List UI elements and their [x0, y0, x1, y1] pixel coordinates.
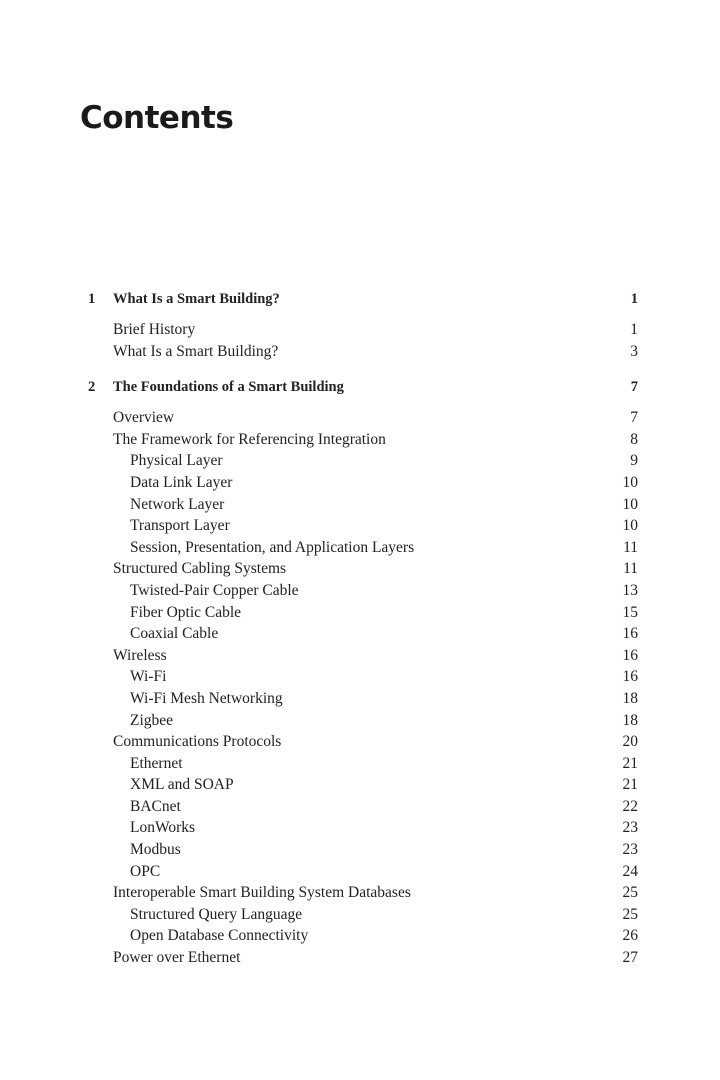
toc-entry-title: What Is a Smart Building?: [113, 342, 279, 360]
toc-entry: [88, 688, 638, 710]
toc-entry-page-number: 18: [622, 689, 638, 707]
chapter-entries: [88, 319, 638, 362]
toc-entry: [88, 882, 638, 904]
toc-entry: [88, 710, 638, 732]
toc-entry: [88, 731, 638, 753]
toc-entry-page-number: 1: [630, 321, 638, 338]
toc-entry-title: Twisted-Pair Copper Cable: [130, 581, 299, 599]
toc-entry-title: Interoperable Smart Building System Databases: [113, 884, 411, 902]
toc-entry-page-number: 16: [622, 625, 638, 643]
toc-entry-title: Open Database Connectivity: [130, 927, 309, 945]
toc-entry-page-number: 16: [622, 668, 638, 686]
toc-entry-page-number: 25: [622, 884, 638, 902]
chapter-2: [88, 376, 638, 968]
toc-entry: [88, 774, 638, 796]
toc-entry: [88, 472, 638, 494]
chapter-number: 1: [88, 291, 96, 307]
toc-entry-page-number: 7: [630, 409, 638, 427]
toc-entry-title: Coaxial Cable: [130, 625, 219, 643]
toc-entry-title: Wi-Fi: [130, 668, 167, 686]
toc-entry-title: Ethernet: [130, 754, 183, 772]
toc-entry-title: Power over Ethernet: [113, 949, 241, 967]
chapter-entries: [88, 407, 638, 968]
toc-entry-page-number: 23: [622, 841, 638, 859]
toc-entry-page-number: 22: [622, 797, 638, 815]
toc-entry: [88, 753, 638, 775]
toc-entry: [88, 602, 638, 624]
toc-entry: [88, 558, 638, 580]
toc-entry-title: OPC: [130, 862, 161, 880]
toc-entry: [88, 904, 638, 926]
toc-entry-page-number: 11: [623, 560, 638, 578]
toc-entry: [88, 319, 638, 341]
toc-entry-title: Data Link Layer: [130, 473, 233, 491]
toc-entry: [88, 645, 638, 667]
toc-entry-title: Structured Cabling Systems: [113, 560, 287, 578]
toc-entry-title: Wireless: [113, 646, 167, 664]
toc-entry: [88, 796, 638, 818]
toc-entry-page-number: 25: [622, 905, 638, 923]
toc-entry-page-number: 11: [623, 538, 638, 556]
toc-entry: [88, 947, 638, 969]
toc-entry: [88, 450, 638, 472]
toc-entry-title: Session, Presentation, and Application Layers: [130, 538, 415, 556]
page-title: Contents: [80, 100, 234, 136]
toc-entry-page-number: 26: [622, 927, 638, 945]
toc-entry-page-number: 15: [622, 603, 638, 621]
toc-entry-page-number: 23: [622, 819, 638, 837]
toc-entry: [88, 494, 638, 516]
toc-entry-title: The Framework for Referencing Integration: [113, 430, 386, 448]
toc-entry-title: Communications Protocols: [113, 733, 282, 751]
toc-entry-page-number: 20: [622, 733, 638, 751]
toc-entry-title: Wi-Fi Mesh Networking: [130, 689, 283, 707]
toc-entry-title: Structured Query Language: [130, 905, 303, 923]
chapter-heading: [88, 288, 638, 310]
toc-entry-page-number: 13: [622, 581, 638, 599]
table-of-contents: [88, 288, 638, 983]
toc-entry: [88, 429, 638, 451]
toc-entry-page-number: 24: [622, 862, 638, 880]
toc-entry: [88, 537, 638, 559]
toc-entry-title: Overview: [113, 409, 175, 427]
chapter-title: The Foundations of a Smart Building: [113, 379, 344, 396]
toc-entry-title: Physical Layer: [130, 452, 223, 470]
toc-entry-title: Brief History: [113, 321, 196, 338]
toc-entry: [88, 861, 638, 883]
toc-entry-page-number: 3: [630, 342, 638, 360]
toc-entry: [88, 623, 638, 645]
toc-entry-title: Network Layer: [130, 495, 225, 513]
toc-entry: [88, 925, 638, 947]
toc-entry: [88, 407, 638, 429]
toc-entry-page-number: 9: [630, 452, 638, 470]
toc-entry: [88, 666, 638, 688]
toc-entry-page-number: 27: [622, 949, 638, 967]
toc-entry-title: XML and SOAP: [130, 776, 234, 794]
toc-entry: [88, 839, 638, 861]
toc-entry-page-number: 10: [622, 517, 638, 535]
chapter-title: What Is a Smart Building?: [113, 291, 280, 307]
toc-entry-title: BACnet: [130, 797, 181, 815]
toc-entry-page-number: 18: [622, 711, 638, 729]
chapter-page-number: 1: [630, 291, 638, 307]
chapter-number: 2: [88, 379, 96, 396]
toc-entry: [88, 341, 638, 363]
toc-entry-title: Fiber Optic Cable: [130, 603, 242, 621]
toc-entry: [88, 817, 638, 839]
toc-entry-page-number: 8: [630, 430, 638, 448]
toc-entry-title: LonWorks: [130, 819, 196, 837]
toc-entry-page-number: 21: [622, 776, 638, 794]
toc-entry-page-number: 16: [622, 646, 638, 664]
chapter-1: [88, 288, 638, 362]
chapter-page-number: 7: [630, 379, 638, 396]
toc-entry: [88, 580, 638, 602]
toc-entry-title: Transport Layer: [130, 517, 230, 535]
toc-entry: [88, 515, 638, 537]
toc-entry-title: Zigbee: [130, 711, 174, 729]
toc-entry-title: Modbus: [130, 841, 181, 859]
chapter-heading: [88, 376, 638, 398]
toc-entry-page-number: 21: [622, 754, 638, 772]
toc-entry-page-number: 10: [622, 473, 638, 491]
toc-entry-page-number: 10: [622, 495, 638, 513]
